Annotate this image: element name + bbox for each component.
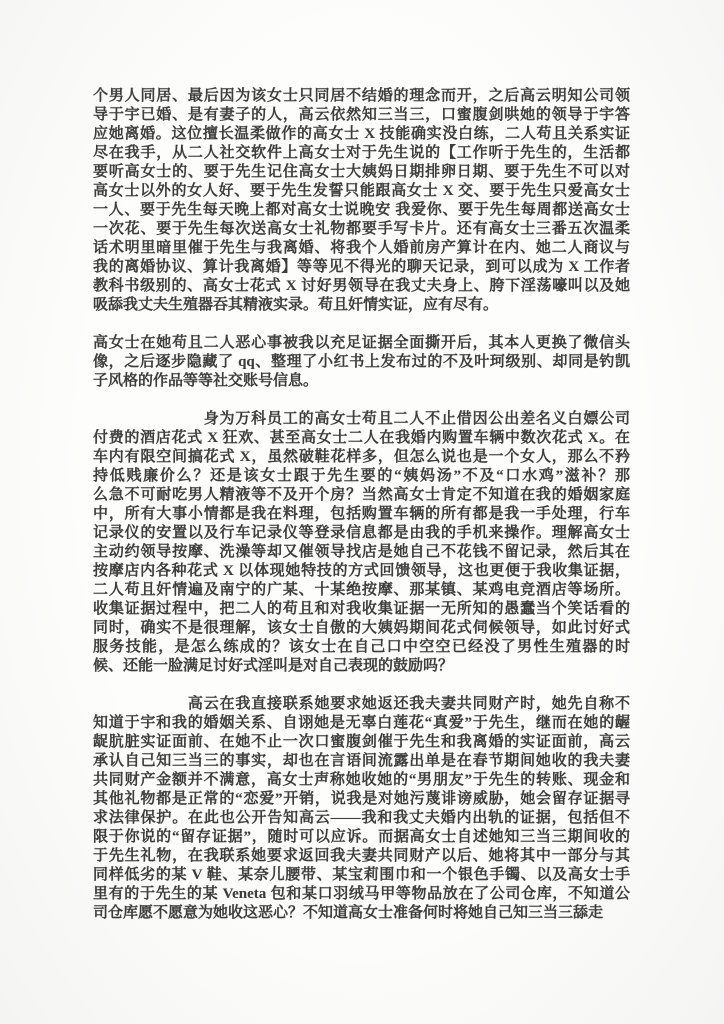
text-line: 记录仪的安置以及行车记录仪等登录信息都是由我的手机来操作。理解高女士 — [93, 525, 630, 541]
text-line: 知道于宇和我的婚姻关系、自诩她是无辜白莲花“真爱”于先生，继而在她的龌 — [93, 715, 630, 731]
text-line: 教科书级别的、高女士花式 X 讨好男领导在我丈夫身上、胯下淫荡嚎叫以及她 — [93, 278, 630, 294]
text-line: 高女士以外的女人好、要于先生发誓只能跟高女士 X 交、要于先生只爱高女士 — [93, 183, 630, 199]
text-line: 求法律保护。在此也公开告知高云——我和我丈夫婚内出轨的证据，包括但不 — [93, 810, 630, 826]
text-line: 应她离婚。这位擅长温柔做作的高女士 X 技能确实没白练，二人苟且关系实证 — [93, 126, 630, 142]
text-line: 一人、要于先生每天晚上都对高女士说晚安 我爱你、要于先生每周都送高女士 — [93, 202, 630, 218]
paragraph — [93, 410, 630, 676]
text-line: 吸舔我丈夫生殖器吞其精液实录。苟且奸情实证，应有尽有。 — [93, 297, 499, 313]
paragraph — [93, 87, 630, 315]
text-line: 收集证据过程中，把二人的苟且和对我收集证据一无所知的愚蠢当个笑话看的 — [93, 601, 630, 617]
text-line: 车内有限空间搞花式 X，虽然破鞋花样多，但怎么说也是一个女人，那么不矜 — [93, 449, 630, 465]
text-line: 要听高女士的、要于先生记住高女士大姨妈日期排卵日期、要于先生不可以对 — [93, 164, 630, 180]
text-line: 导于宇已婚、是有妻子的人，高云依然知三当三，口蜜腹剑哄她的领导于宇答 — [93, 107, 630, 123]
text-line: 共同财产金额并不满意，高女士声称她收她的“男朋友”于先生的转账、现金和 — [93, 772, 630, 788]
text-line: 尽在我手，从二人社交软件上高女士对于先生说的【工作听于先生的，生活都 — [93, 145, 630, 161]
text-line: 其他礼物都是正常的“恋爱”开销，说我是对她污蔑诽谤威胁，她会留存证据寻 — [93, 791, 630, 807]
text-line: 司仓库愿不愿意为她收这恶心？不知道高女士准备何时将她自己知三当三舔走 — [93, 905, 604, 921]
text-line: 承认自己知三当三的事实，却也在言语间流露出单是在春节期间她收的我夫妻 — [93, 753, 630, 769]
document-text — [93, 87, 630, 923]
paragraph — [93, 334, 630, 391]
text-line: 服务技能，是怎么练成的？该女士在自己口中空空已经没了男性生殖器的时 — [93, 639, 630, 655]
text-line: 于先生礼物，在我联系她要求返回我夫妻共同财产以后、她将其中一部分与其 — [93, 848, 630, 864]
paragraph — [93, 695, 630, 923]
text-line: 高云在我直接联系她要求她返还我夫妻共同财产时，她先自称不 — [93, 696, 630, 712]
text-line: 一次花、要于先生每次送高女士礼物都要手写卡片。还有高女士三番五次温柔 — [93, 221, 630, 237]
text-line: 同样低劣的某 V 鞋、某奈儿腰带、某宝莉围巾和一个银色手镯、以及高女士手 — [93, 867, 630, 883]
text-line: 持低贱廉价么？还是该女士跟于先生要的“姨妈汤”不及“口水鸡”滋补？那 — [93, 468, 630, 484]
text-line: 里有的于先生的某 Veneta 包和某口羽绒马甲等物品放在了公司仓库，不知道公 — [93, 886, 630, 902]
text-line: 按摩店内各种花式 X 以体现她特技的方式回馈领导，这也更便于我收集证据， — [93, 563, 630, 579]
text-line: 话术明里暗里催于先生与我离婚、将我个人婚前房产算计在内、她二人商议与 — [93, 240, 630, 256]
text-line: 付费的酒店花式 X 狂欢、甚至高女士二人在我婚内购置车辆中数次花式 X。在 — [93, 430, 630, 446]
text-line: 限于你说的“留存证据”，随时可以应诉。而据高女士自述她知三当三期间收的 — [93, 829, 630, 845]
text-line: 个男人同居、最后因为该女士只同居不结婚的理念而开，之后高云明知公司领 — [93, 88, 630, 104]
text-line: 二人苟且奸情遍及南宁的广某、十某绝按摩、那某镇、某鸡电竞酒店等场所。 — [93, 582, 630, 598]
text-line: 么急不可耐吃男人精液等不及开个房？当然高女士肯定不知道在我的婚姻家庭 — [93, 487, 630, 503]
text-line: 龊肮脏实证面前、在她不止一次口蜜腹剑催于先生和我离婚的实证面前，高云 — [93, 734, 630, 750]
text-line: 像，之后逐步隐藏了 qq、整理了小红书上发布过的不及叶珂级别、却同是钓凯 — [93, 354, 630, 370]
text-line: 子风格的作品等等社交账号信息。 — [93, 373, 319, 389]
text-line: 主动约领导按摩、洗澡等却又催领导找店是她自己不花钱不留记录，然后其在 — [93, 544, 630, 560]
text-line: 高女士在她苟且二人恶心事被我以充足证据全面撕开后，其本人更换了微信头 — [93, 335, 630, 351]
text-line: 候、还能一脸满足讨好式淫叫是对自己表现的鼓励吗？ — [93, 658, 454, 674]
text-line: 中，所有大事小情都是我在料理，包括购置车辆的所有都是我一手处理，行车 — [93, 506, 630, 522]
text-line: 同时，确实不是很理解，该女士自傲的大姨妈期间花式伺候领导，如此讨好式 — [93, 620, 630, 636]
text-line: 身为万科员工的高女士苟且二人不止借因公出差名义白嫖公司 — [93, 411, 630, 427]
text-line: 我的离婚协议、算计我离婚】等等见不得光的聊天记录，到可以成为 X 工作者 — [93, 259, 630, 275]
